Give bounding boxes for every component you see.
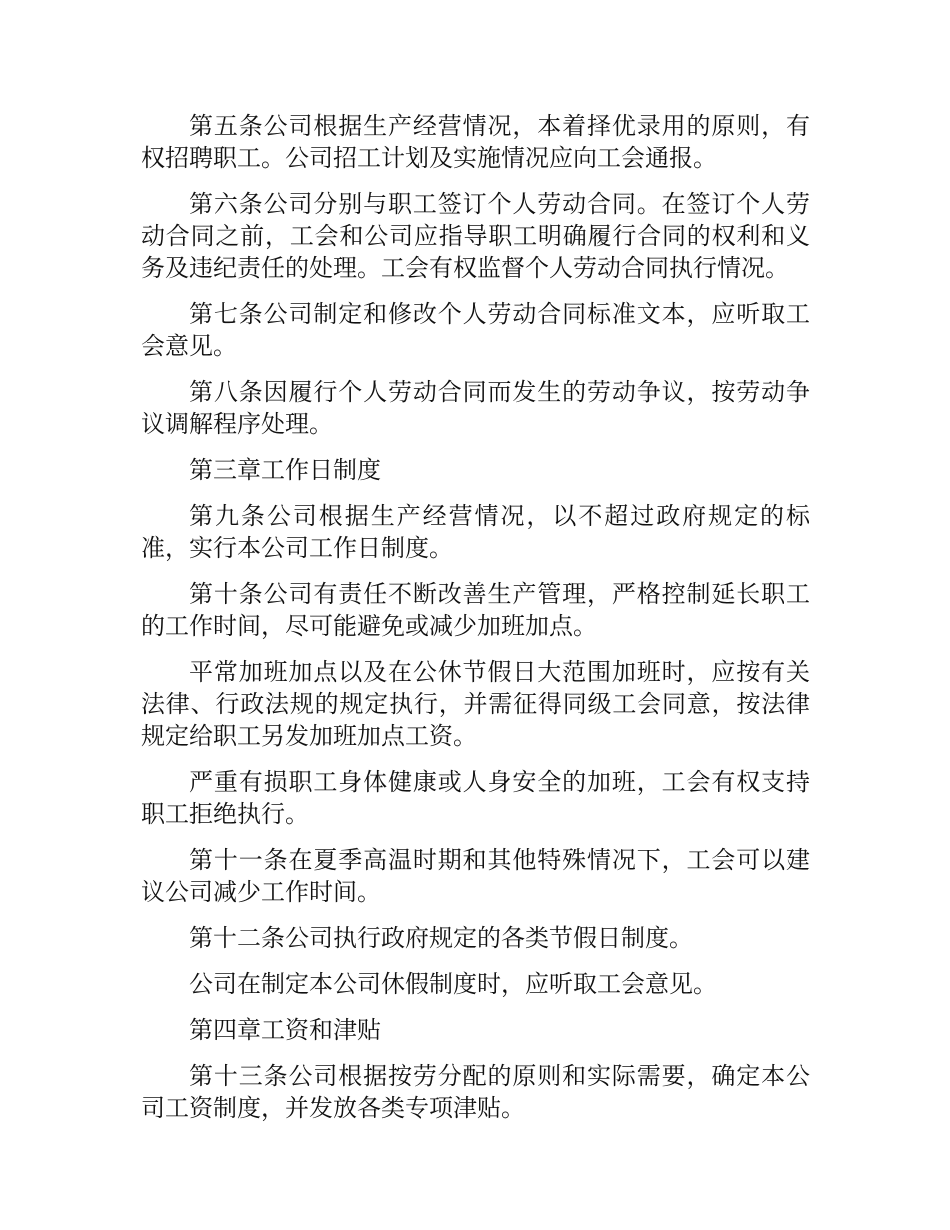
- chapter-4-heading: 第四章工资和津贴: [189, 1016, 381, 1044]
- article-12: 第十二条公司执行政府规定的各类节假日制度。: [189, 924, 693, 952]
- article-8: 第八条因履行个人劳动合同而发生的劳动争议，按劳动争议调解程序处理。: [141, 378, 810, 438]
- article-7: 第七条公司制定和修改个人劳动合同标准文本，应听取工会意见。: [141, 300, 810, 360]
- article-11: 第十一条在夏季高温时期和其他特殊情况下，工会可以建议公司减少工作时间。: [141, 846, 810, 906]
- article-6: 第六条公司分别与职工签订个人劳动合同。在签订个人劳动合同之前，工会和公司应指导职工明确履行合同的权利和义务及违纪责任的处理。工会有权监督个人劳动合同执行情况。: [141, 190, 810, 282]
- article-10: 第十条公司有责任不断改善生产管理，严格控制延长职工的工作时间，尽可能避免或减少加班加点。: [141, 580, 810, 640]
- document-body: [141, 110, 810, 1124]
- article-9: 第九条公司根据生产经营情况，以不超过政府规定的标准，实行本公司工作日制度。: [141, 502, 810, 562]
- chapter-3-heading: 第三章工作日制度: [189, 456, 381, 484]
- holiday-policy-paragraph: 公司在制定本公司休假制度时，应听取工会意见。: [189, 970, 717, 998]
- article-5: 第五条公司根据生产经营情况，本着择优录用的原则，有权招聘职工。公司招工计划及实施情况应向工会通报。: [141, 112, 810, 172]
- overtime-paragraph: 平常加班加点以及在公休节假日大范围加班时，应按有关法律、行政法规的规定执行，并需征得同级工会同意，按法律规定给职工另发加班加点工资。: [141, 658, 810, 750]
- refuse-overtime-paragraph: 严重有损职工身体健康或人身安全的加班，工会有权支持职工拒绝执行。: [141, 768, 810, 828]
- article-13: 第十三条公司根据按劳分配的原则和实际需要，确定本公司工资制度，并发放各类专项津贴。: [141, 1062, 810, 1122]
